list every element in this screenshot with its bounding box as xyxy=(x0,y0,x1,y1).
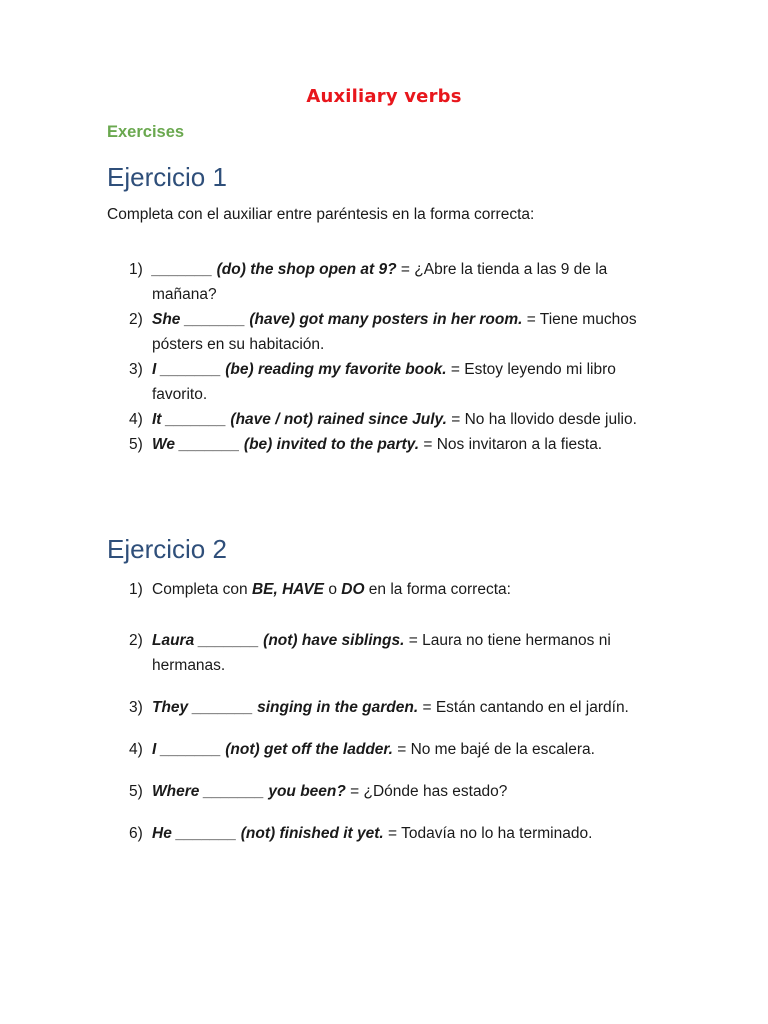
item-question: _______ (do) the shop open at 9? xyxy=(152,261,397,278)
item-translation: Laura no tiene hermanos ni hermanas. xyxy=(152,632,611,674)
item-translation: No me bajé de la escalera. xyxy=(410,741,595,758)
item-separator: = xyxy=(446,361,465,378)
item-separator: = xyxy=(404,632,423,649)
item-question: Where _______ you been? xyxy=(152,783,346,800)
instruction-text-mid: o xyxy=(324,581,342,598)
item-question: They _______ singing in the garden. xyxy=(152,699,419,716)
exercise-2-instruction xyxy=(107,577,667,602)
document-title: Auxiliary verbs xyxy=(306,86,462,107)
item-separator: = xyxy=(383,825,402,842)
list-item xyxy=(107,628,667,678)
exercise-2-list xyxy=(107,577,667,863)
item-separator: = xyxy=(446,411,465,428)
list-item xyxy=(107,407,667,432)
instruction-verbs: BE, HAVE xyxy=(251,581,325,598)
item-translation: No ha llovido desde julio. xyxy=(464,411,637,428)
item-question: I _______ (not) get off the ladder. xyxy=(152,741,393,758)
item-question: We _______ (be) invited to the party. xyxy=(152,436,420,453)
item-number: 3) xyxy=(129,361,143,378)
item-number: 3) xyxy=(129,699,143,716)
item-question: He _______ (not) finished it yet. xyxy=(152,825,384,842)
item-separator: = xyxy=(345,783,364,800)
item-separator: = xyxy=(396,261,415,278)
exercise-1-heading: Ejercicio 1 xyxy=(107,162,227,192)
list-item xyxy=(107,307,667,357)
item-translation: Nos invitaron a la fiesta. xyxy=(436,436,603,453)
instruction-verb-do: DO xyxy=(341,581,365,598)
list-item xyxy=(107,432,667,457)
item-separator: = xyxy=(419,436,437,453)
instruction-text-pre: Completa con xyxy=(152,581,252,598)
item-translation: Estoy leyendo mi libro favorito. xyxy=(152,361,616,403)
item-translation: Están cantando en el jardín. xyxy=(435,699,629,716)
list-item xyxy=(107,257,667,307)
item-translation: Todavía no lo ha terminado. xyxy=(401,825,593,842)
item-translation: ¿Abre la tienda a las 9 de la mañana? xyxy=(152,261,608,303)
item-number: 2) xyxy=(129,632,143,649)
item-question: Laura _______ (not) have siblings. xyxy=(152,632,405,649)
item-number: 1) xyxy=(129,581,143,598)
list-item xyxy=(107,737,667,762)
exercise-1-list xyxy=(107,257,667,457)
item-number: 2) xyxy=(129,311,143,328)
item-separator: = xyxy=(522,311,540,328)
instruction-text-post: en la forma correcta: xyxy=(364,581,511,598)
list-item xyxy=(107,821,667,846)
list-item xyxy=(107,695,667,720)
item-question: It _______ (have / not) rained since July. xyxy=(152,411,447,428)
item-number: 6) xyxy=(129,825,143,842)
item-number: 4) xyxy=(129,411,143,428)
item-question: She _______ (have) got many posters in her room. xyxy=(152,311,523,328)
list-item xyxy=(107,779,667,804)
item-question: I _______ (be) reading my favorite book. xyxy=(152,361,447,378)
item-translation: ¿Dónde has estado? xyxy=(363,783,508,800)
item-number: 4) xyxy=(129,741,143,758)
item-number: 1) xyxy=(129,261,143,278)
exercises-subtitle: Exercises xyxy=(107,123,185,141)
item-separator: = xyxy=(418,699,436,716)
item-translation: Tiene muchos pósters en su habitación. xyxy=(152,311,637,353)
item-separator: = xyxy=(392,741,411,758)
item-number: 5) xyxy=(129,783,143,800)
exercise-2-heading: Ejercicio 2 xyxy=(107,534,227,564)
item-number: 5) xyxy=(129,436,143,453)
list-item xyxy=(107,357,667,407)
exercise-1-instruction: Completa con el auxiliar entre paréntesis en la forma correcta: xyxy=(107,206,535,223)
